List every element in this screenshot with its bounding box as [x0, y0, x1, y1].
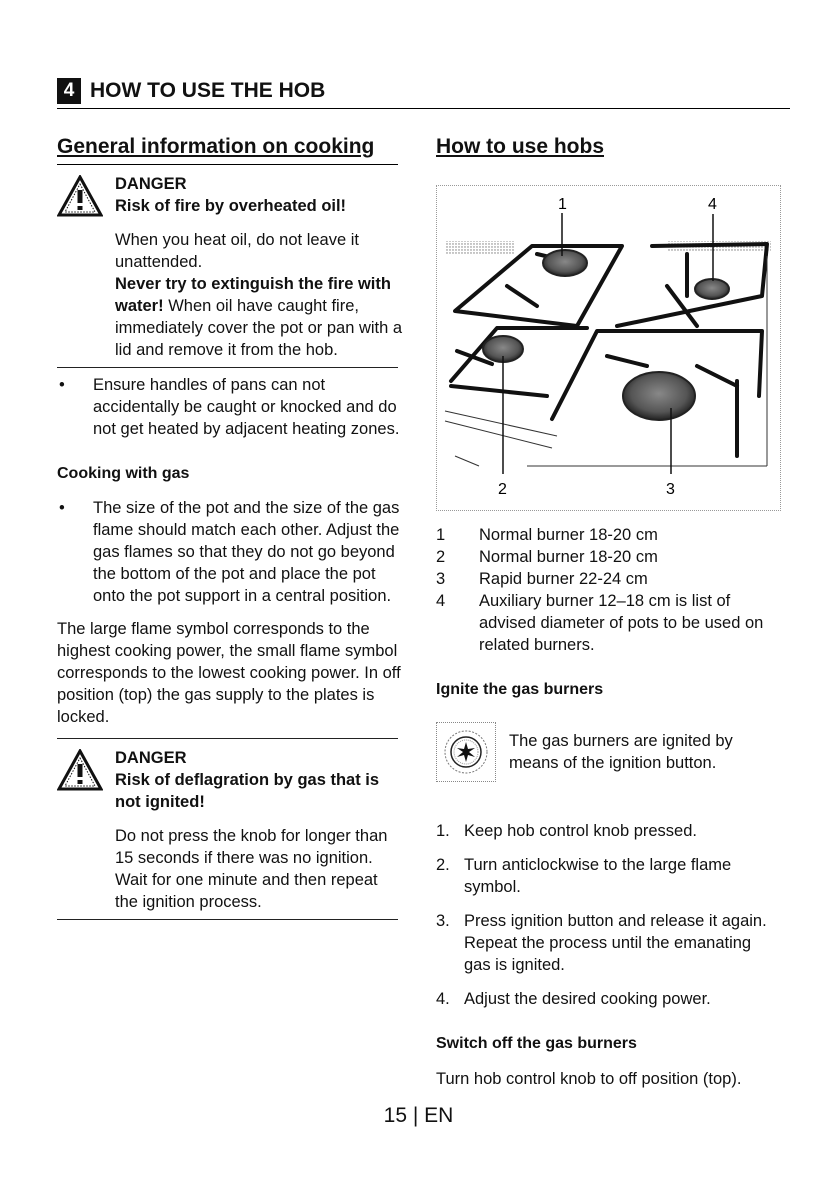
figure-label-1: 1 [558, 196, 567, 213]
ignition-steps [436, 820, 781, 1022]
burner-4 [695, 279, 729, 299]
subheading-switch-off: Switch off the gas burners [436, 1035, 637, 1052]
list-item: 4 Auxiliary burner 12–18 cm is list of advised diameter of pots to be used on related burners. [436, 592, 764, 654]
burner-3 [623, 372, 695, 420]
list-item: 3. Press ignition button and release it again. Repeat the process until the emanating gas is ignited. [436, 912, 767, 974]
switch-off-text: Turn hob control knob to off position (top). [436, 1070, 742, 1088]
section-title-general: General information on cooking [57, 130, 398, 165]
left-column [57, 130, 405, 920]
burner-legend [436, 524, 781, 656]
back-panel [445, 241, 515, 255]
section-title-hobs: How to use hobs [436, 135, 604, 158]
danger-bold: Never try to extinguish the fire with water! [115, 275, 391, 315]
danger-text: Do not press the knob for longer than 15 seconds if there was no ignition. [115, 827, 388, 867]
divider [57, 367, 398, 368]
right-column [436, 130, 781, 1088]
bullet-text: The size of the pot and the size of the gas flame should match each other. Adjust the gas flames so that they do not go beyond the bottom of the pot and place the pot onto the pot support in a central position. [93, 499, 400, 605]
danger-body [115, 229, 405, 361]
danger-text-2 [115, 273, 405, 361]
warning-triangle-icon [57, 175, 103, 217]
danger-text-3: When oil have caught fire, immediately cover the pot or pan with a lid and remove it from the hob. [115, 297, 403, 359]
list-item: 1 Normal burner 18-20 cm [436, 526, 658, 544]
list-item: 2. Turn anticlockwise to the large flame symbol. [436, 856, 732, 896]
warning-triangle-icon [57, 749, 103, 791]
danger-text-2: Wait for one minute and then repeat the ignition process. [115, 871, 378, 911]
divider [57, 919, 398, 920]
list-item: 2 Normal burner 18-20 cm [436, 548, 658, 566]
chapter-number: 4 [57, 78, 81, 104]
figure-label-2: 2 [498, 481, 507, 498]
subheading-ignite: Ignite the gas burners [436, 681, 604, 698]
divider [57, 738, 398, 739]
danger-subtitle: Risk of deflagration by gas that is not ignited! [115, 771, 380, 811]
hob-drawing [437, 186, 780, 510]
list-item: 3 Rapid burner 22-24 cm [436, 570, 648, 588]
burner-1 [543, 250, 587, 276]
chapter-header [57, 74, 790, 109]
danger-box-oil [57, 173, 405, 361]
page-number: 15 | EN [383, 1104, 454, 1127]
flame-symbol-paragraph: The large flame symbol corresponds to the highest cooking power, the small flame symbol corresponds to the lowest cooking power. In off position (top) the gas supply to the plates is locked. [57, 620, 401, 726]
chapter-title: HOW TO USE THE HOB [90, 79, 326, 102]
danger-subtitle: Risk of fire by overheated oil! [115, 197, 347, 215]
danger-text: When you heat oil, do not leave it unattended. [115, 231, 359, 271]
ignition-info [436, 722, 781, 782]
list-item: 1. Keep hob control knob pressed. [436, 822, 697, 840]
danger-title: DANGER [115, 749, 187, 767]
danger-body [115, 825, 405, 913]
list-item: 4. Adjust the desired cooking power. [436, 990, 711, 1008]
ignition-text: The gas burners are ignited by means of the ignition button. [509, 732, 733, 772]
figure-label-3: 3 [666, 481, 675, 498]
danger-title: DANGER [115, 175, 187, 193]
bullet-item-handles: • Ensure handles of pans can not accidentally be caught or knocked and do not get heated by adjacent heating zones. [59, 376, 400, 438]
subheading-cooking-with-gas: Cooking with gas [57, 465, 190, 482]
ignition-button-icon [436, 722, 496, 782]
bullet-text: Ensure handles of pans can not accidentally be caught or knocked and do not get heated by adjacent heating zones. [93, 376, 400, 438]
hob-illustration [436, 185, 781, 511]
danger-box-deflagration [57, 747, 405, 913]
bullet-item-pot-size: • The size of the pot and the size of the gas flame should match each other. Adjust the gas flames so that they do not go beyond the bottom of the pot and place the pot onto the pot support in a central position. [59, 499, 400, 605]
figure-label-4: 4 [708, 196, 717, 213]
